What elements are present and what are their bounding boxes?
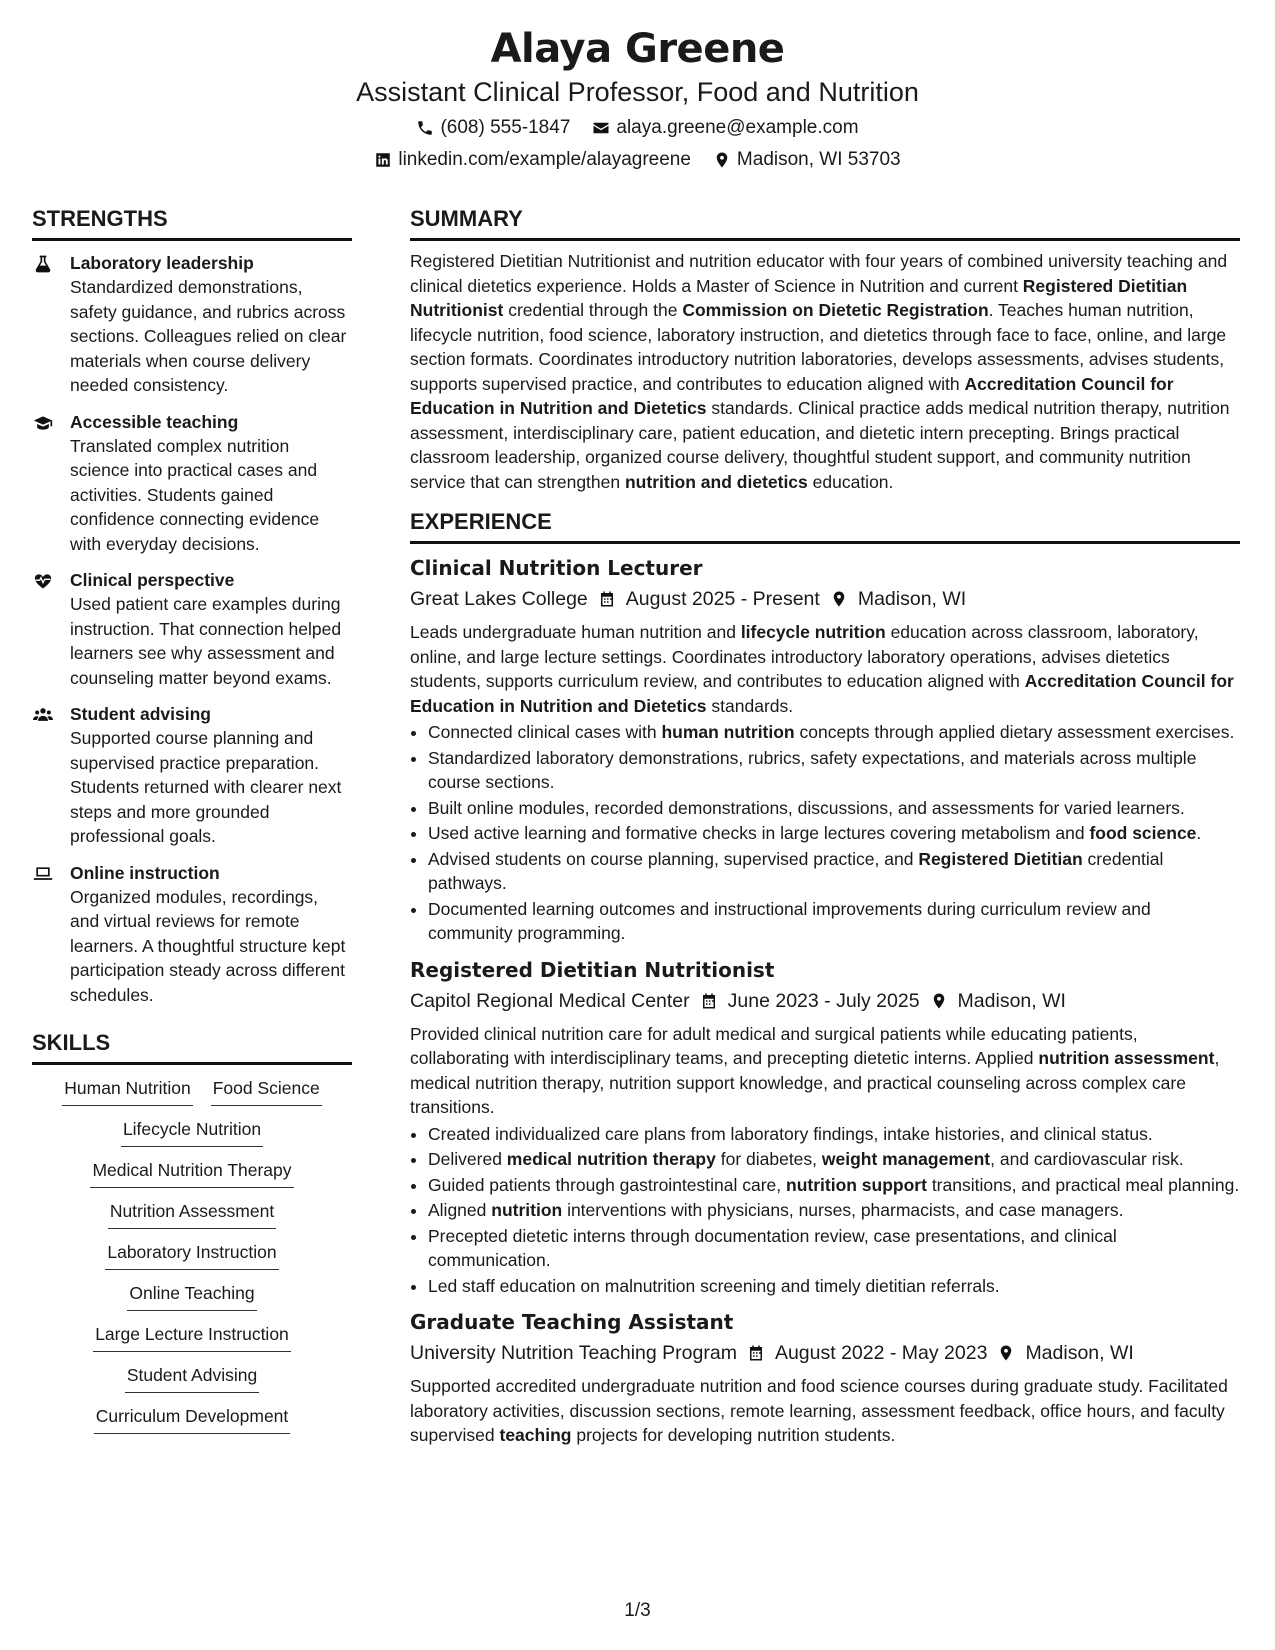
- skill-tag: Lifecycle Nutrition: [121, 1116, 263, 1147]
- bullet-item: • Used active learning and formative checks in large lectures covering metabolism and food science.: [428, 821, 1240, 846]
- job-title: Clinical Nutrition Lecturer: [410, 556, 703, 580]
- job-location: Madison, WI: [1025, 1342, 1134, 1364]
- strength-item: [32, 568, 352, 690]
- job-dates: August 2025 - Present: [625, 588, 820, 610]
- phone-icon: [416, 119, 434, 137]
- strength-text: Used patient care examples during instruction. That connection helped learners see why assessment and counseling matter beyond exams.: [70, 594, 342, 688]
- phone-text: (608) 555-1847: [440, 117, 571, 138]
- strength-text: Supported course planning and supervised practice preparation. Students returned with clearer next steps and more grounded professional goals.: [70, 728, 342, 846]
- job-entry: [410, 554, 1240, 946]
- bullet-item: • Standardized laboratory demonstrations, rubrics, safety expectations, and materials across multiple course sections.: [428, 746, 1240, 795]
- users-icon: [32, 705, 54, 725]
- skill-tag: Online Teaching: [127, 1280, 256, 1311]
- skill-tag: Medical Nutrition Therapy: [90, 1157, 293, 1188]
- strength-item: [32, 861, 352, 1008]
- experience-heading: EXPERIENCE: [410, 508, 1240, 544]
- job-meta: [410, 1340, 1240, 1366]
- bullet-item: • Guided patients through gastrointestinal care, nutrition support transitions, and practical meal planning.: [428, 1173, 1240, 1198]
- job-entry: [410, 1308, 1240, 1448]
- map-pin-icon: [713, 151, 731, 169]
- job-meta: [410, 586, 1240, 612]
- email-text: alaya.greene@example.com: [616, 117, 859, 138]
- resume-header: [0, 0, 1275, 172]
- summary-text: Registered Dietitian Nutritionist and nutrition educator with four years of combined university teaching and clinical dietetics experience. Holds a Master of Science in Nutrition and current Registered Dietitian Nutritionist credential through the Commission on Dietetic Registration. Teaches human nutrition, lifecycle nutrition, food science, laboratory instruction, and dietetics through face to face, online, and large section formats. Coordinates introductory nutrition laboratories, develops assessments, advises students, supports supervised practice, and contributes to education aligned with Accreditation Council for Education in Nutrition and Dietetics standards. Clinical practice adds medical nutrition therapy, nutrition assessment, interdisciplinary care, patient education, and dietetic intern precepting. Brings practical classroom leadership, organized course delivery, thoughtful student support, and community nutrition service that can strengthen nutrition and dietetics education.: [410, 251, 1230, 492]
- bullet-item: • Advised students on course planning, supervised practice, and Registered Dietitian credential pathways.: [428, 847, 1240, 896]
- job-dates: June 2023 - July 2025: [727, 989, 920, 1012]
- heart-pulse-icon: [32, 571, 54, 591]
- bullet-item: • Led staff education on malnutrition screening and timely dietitian referrals.: [428, 1274, 1240, 1299]
- bullet-item: • Connected clinical cases with human nutrition concepts through applied dietary assessment exercises.: [428, 720, 1240, 745]
- job-location: Madison, WI: [857, 588, 967, 610]
- strength-text: Translated complex nutrition science into practical cases and activities. Students gained confidence connecting evidence with everyday decisions.: [70, 435, 320, 554]
- summary-heading: SUMMARY: [410, 205, 1240, 241]
- strengths-heading: STRENGTHS: [32, 205, 352, 241]
- job-entry: [410, 956, 1240, 1299]
- job-description: Supported accredited undergraduate nutrition and food science courses during graduate study. Facilitated laboratory activities, discussion sections, remote learning, assessment feedback, office hours, and faculty supervised teaching projects for developing nutrition students.: [410, 1376, 1228, 1445]
- page-number: 1/3: [624, 1600, 651, 1621]
- skill-tag: Human Nutrition: [62, 1075, 192, 1106]
- strength-title: Student advising: [70, 704, 211, 724]
- skill-tag: Student Advising: [125, 1362, 259, 1393]
- left-column: [32, 205, 352, 1448]
- calendar-icon: [747, 1344, 765, 1362]
- map-pin-icon: [930, 992, 948, 1010]
- job-title: Registered Dietitian Nutritionist: [410, 957, 775, 982]
- job-description: Provided clinical nutrition care for adult medical and surgical patients while educating patients, collaborating with interdisciplinary teams, and precepting dietetic interns. Applied nutrition assessment, medical nutrition therapy, nutrition support knowledge, and practical counseling across complex care transitions.: [410, 1023, 1220, 1117]
- calendar-icon: [598, 590, 616, 608]
- location-text: Madison, WI 53703: [736, 149, 901, 170]
- map-pin-icon: [997, 1344, 1015, 1362]
- strength-text: Organized modules, recordings, and virtual reviews for remote learners. A thoughtful structure kept participation steady across different schedules.: [70, 886, 346, 1005]
- job-bullets: [410, 1122, 1240, 1299]
- map-pin-icon: [830, 590, 848, 608]
- strength-text: Standardized demonstrations, safety guidance, and rubrics across sections. Colleagues relied on clear materials when course delivery needed consistency.: [70, 277, 347, 395]
- strength-item: [32, 702, 352, 849]
- skills-heading: SKILLS: [32, 1029, 352, 1065]
- phone-contact[interactable]: [416, 116, 570, 140]
- graduation-cap-icon: [32, 413, 54, 433]
- laptop-icon: [32, 864, 54, 884]
- linkedin-text: linkedin.com/example/alayagreene: [398, 149, 691, 170]
- job-meta: [410, 988, 1240, 1014]
- strength-title: Clinical perspective: [70, 570, 235, 590]
- company-name: University Nutrition Teaching Program: [410, 1342, 737, 1364]
- skill-tag: Food Science: [211, 1075, 322, 1106]
- bullet-item: • Delivered medical nutrition therapy for diabetes, weight management, and cardiovascular risk.: [428, 1147, 1240, 1172]
- flask-icon: [32, 254, 54, 274]
- company-name: Capitol Regional Medical Center: [410, 989, 690, 1012]
- envelope-icon: [592, 119, 610, 137]
- job-title: Graduate Teaching Assistant: [410, 1310, 734, 1334]
- skills-list: [32, 1075, 352, 1434]
- bullet-item: • Aligned nutrition interventions with physicians, nurses, pharmacists, and case managers.: [428, 1198, 1240, 1223]
- candidate-title: Assistant Clinical Professor, Food and Nutrition: [356, 77, 919, 107]
- candidate-name: Alaya Greene: [490, 26, 785, 72]
- bullet-item: • Built online modules, recorded demonstrations, discussions, and assessments for varied learners.: [428, 796, 1240, 821]
- bullet-item: • Created individualized care plans from laboratory findings, intake histories, and clinical status.: [428, 1122, 1240, 1147]
- strength-title: Laboratory leadership: [70, 253, 254, 273]
- job-dates: August 2022 - May 2023: [774, 1342, 988, 1364]
- strength-item: [32, 251, 352, 398]
- job-description: Leads undergraduate human nutrition and lifecycle nutrition education across classroom, laboratory, online, and large lecture settings. Coordinates introductory laboratory operations, advises dietetics students, supports curriculum review, and contributes to education aligned with Accreditation Council for Education in Nutrition and Dietetics standards.: [410, 622, 1234, 716]
- linkedin-contact[interactable]: [374, 148, 691, 172]
- strength-item: [32, 410, 352, 557]
- company-name: Great Lakes College: [410, 588, 588, 610]
- location-contact: [713, 148, 901, 172]
- email-contact[interactable]: [592, 116, 858, 140]
- contact-row-2: [0, 148, 1275, 172]
- skill-tag: Nutrition Assessment: [108, 1198, 276, 1229]
- right-column: [410, 205, 1240, 1448]
- job-bullets: [410, 720, 1240, 946]
- skill-tag: Large Lecture Instruction: [93, 1321, 291, 1352]
- bullet-item: • Documented learning outcomes and instructional improvements during curriculum review and community programming.: [428, 897, 1240, 946]
- linkedin-icon: [374, 151, 392, 169]
- strength-title: Accessible teaching: [70, 411, 239, 432]
- skill-tag: Laboratory Instruction: [105, 1239, 278, 1270]
- bullet-item: • Precepted dietetic interns through documentation review, case presentations, and clinical communication.: [428, 1224, 1240, 1273]
- strength-title: Online instruction: [70, 862, 220, 883]
- contact-row: [0, 116, 1275, 140]
- job-location: Madison, WI: [957, 989, 1066, 1012]
- calendar-icon: [700, 992, 718, 1010]
- skill-tag: Curriculum Development: [94, 1403, 291, 1434]
